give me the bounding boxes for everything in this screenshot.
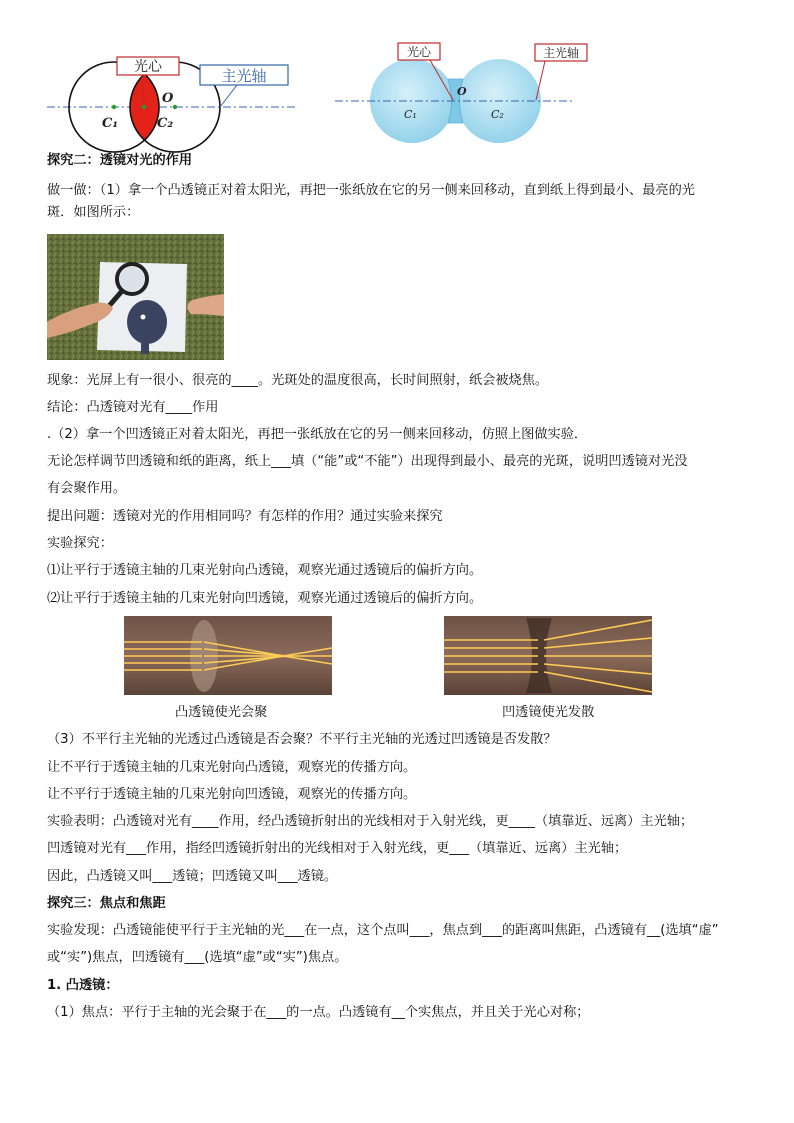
text-line: （1）焦点：平行于主轴的光会聚于在___的一点。凸透镜有__个实焦点，并且关于光心对称；	[47, 1005, 590, 1020]
text-line: .（2）拿一个凹透镜正对着太阳光，再把一张纸放在它的另一侧来回移动，仿照上图做实验．	[47, 427, 588, 442]
convex-lens-diagram	[47, 50, 297, 150]
text-line: （3）不平行主光轴的光透过凸透镜是否会聚？不平行主光轴的光透过凹透镜是否发散？	[47, 732, 557, 747]
text-line: 让不平行于透镜主轴的几束光射向凹透镜，观察光的传播方向。	[47, 787, 417, 802]
text-line: 斑．如图所示：	[47, 205, 140, 220]
text-line: 现象：光屏上有一很小、很亮的____。光斑处的温度很高，长时间照射，纸会被烧焦。	[47, 373, 549, 388]
heading-explore-three: 探究三：焦点和焦距	[47, 896, 166, 911]
heading-explore-two: 探究二：透镜对光的作用	[47, 153, 193, 168]
label-principal-axis: 主光轴	[542, 46, 580, 60]
subheading-convex-lens: 1. 凸透镜：	[47, 978, 119, 993]
label-c1: C₁	[404, 108, 417, 121]
convex-lens-photo	[124, 616, 332, 695]
caption-concave: 凹透镜使光发散	[502, 705, 595, 720]
label-optical-center: 光心	[406, 45, 432, 59]
label-optical-center: 光心	[134, 59, 162, 75]
text-line: 实验探究：	[47, 536, 113, 551]
text-line: 让不平行于透镜主轴的几束光射向凸透镜，观察光的传播方向。	[47, 760, 417, 775]
text-line: 凹透镜对光有___作用，指经凹透镜折射出的光线相对于入射光线，更___（填靠近、远离）主光轴；	[47, 841, 628, 856]
label-c1: C₁	[102, 116, 119, 131]
optical-center-dot	[142, 105, 146, 109]
center-c1-dot	[112, 105, 116, 109]
label-c2: C₂	[491, 108, 504, 121]
text-line: 实验表明：凸透镜对光有____作用，经凸透镜折射出的光线相对于入射光线，更____（填靠近、远离）主光轴；	[47, 814, 694, 829]
text-line: ⑵让平行于透镜主轴的几束光射向凹透镜，观察光通过透镜后的偏折方向。	[47, 591, 483, 606]
label-principal-axis: 主光轴	[221, 67, 267, 85]
concave-lens-photo	[444, 616, 652, 695]
label-c2: C₂	[157, 116, 174, 131]
text-line: 结论：凸透镜对光有____作用	[47, 400, 219, 415]
text-line: 实验发现：凸透镜能使平行于主光轴的光___在一点，这个点叫___，焦点到___的距离叫焦距，凸透镜有__(选填“虚”	[47, 923, 719, 938]
label-o: O	[162, 91, 174, 106]
text-line: 因此，凸透镜又叫___透镜；凹透镜又叫___透镜。	[47, 869, 338, 884]
text-line: ⑴让平行于透镜主轴的几束光射向凸透镜，观察光通过透镜后的偏折方向。	[47, 563, 483, 578]
text-line: 无论怎样调节凹透镜和纸的距离，纸上___填（“能”或“不能”）出现得到最小、最亮的光斑，说明凹透镜对光没	[47, 454, 688, 469]
concave-lens-diagram	[335, 38, 580, 148]
text-line: 做一做：（1）拿一个凸透镜正对着太阳光，再把一张纸放在它的另一侧来回移动，直到纸上得到最小、最亮的光	[47, 183, 695, 198]
text-line: 或“实”)焦点，凹透镜有___(选填“虚”或“实”)焦点。	[47, 950, 348, 965]
text-line: 有会聚作用。	[47, 481, 127, 496]
center-c2-dot	[173, 105, 177, 109]
label-o: O	[457, 85, 467, 98]
caption-convex: 凸透镜使光会聚	[175, 705, 268, 720]
magnifier-sunlight-photo	[47, 234, 224, 360]
text-line: 提出问题：透镜对光的作用相同吗？有怎样的作用？通过实验来探究	[47, 509, 443, 524]
